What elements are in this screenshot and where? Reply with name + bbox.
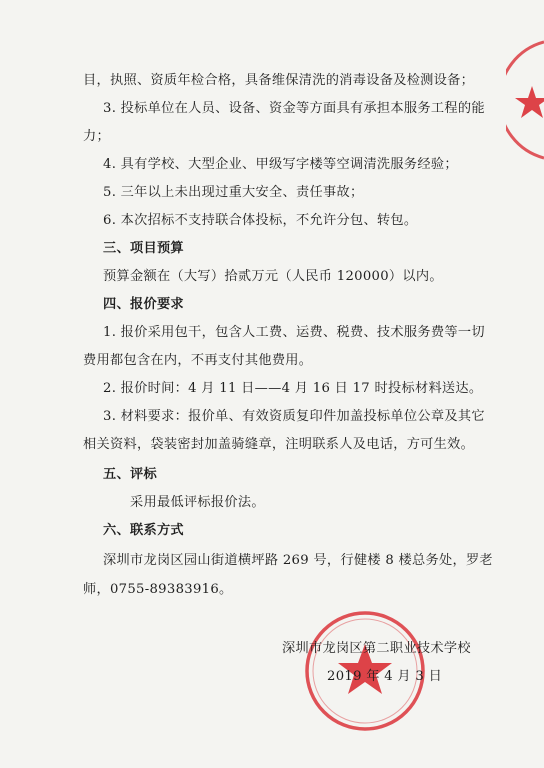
section-6-heading: 六、联系方式 [103, 523, 184, 538]
signature-date: 2019 年 4 月 3 日 [327, 669, 443, 684]
quote-2: 2. 报价时间：4 月 11 日——4 月 16 日 17 时投标材料送达。 [103, 381, 483, 396]
contact-line2: 师，0755-89383916。 [83, 582, 233, 597]
requirement-6: 6. 本次招标不支持联合体投标，不允许分包、转包。 [103, 213, 418, 228]
requirement-3-line2: 力； [83, 129, 110, 144]
quote-1-line2: 费用都包含在内，不再支付其他费用。 [83, 353, 313, 368]
quote-3-line1: 3. 材料要求：报价单、有效资质复印件加盖投标单位公章及其它 [103, 409, 485, 424]
section-3-heading: 三、项目预算 [103, 241, 184, 256]
evaluation-text: 采用最低评标报价法。 [130, 495, 265, 510]
budget-text: 预算金额在（大写）拾贰万元（人民币 120000）以内。 [103, 269, 443, 284]
requirement-4: 4. 具有学校、大型企业、甲级写字楼等空调清洗服务经验； [103, 157, 458, 172]
section-4-heading: 四、报价要求 [103, 297, 184, 312]
requirement-5: 5. 三年以上未出现过重大安全、责任事故； [103, 185, 364, 200]
contact-line1: 深圳市龙岗区园山街道横坪路 269 号，行健楼 8 楼总务处，罗老 [103, 553, 493, 568]
quote-1-line1: 1. 报价采用包干，包含人工费、运费、税费、技术服务费等一切 [103, 325, 485, 340]
partial-edge-seal [506, 38, 544, 162]
quote-3-line2: 相关资料，袋装密封加盖骑缝章，注明联系人及电话，方可生效。 [83, 437, 475, 452]
signature-organization: 深圳市龙岗区第二职业技术学校 [282, 641, 471, 656]
requirement-3-line1: 3. 投标单位在人员、设备、资金等方面具有承担本服务工程的能 [103, 101, 485, 116]
section-5-heading: 五、评标 [103, 467, 157, 482]
requirement-continued-text: 目，执照、资质年检合格，具备维保清洗的消毒设备及检测设备； [83, 73, 475, 88]
